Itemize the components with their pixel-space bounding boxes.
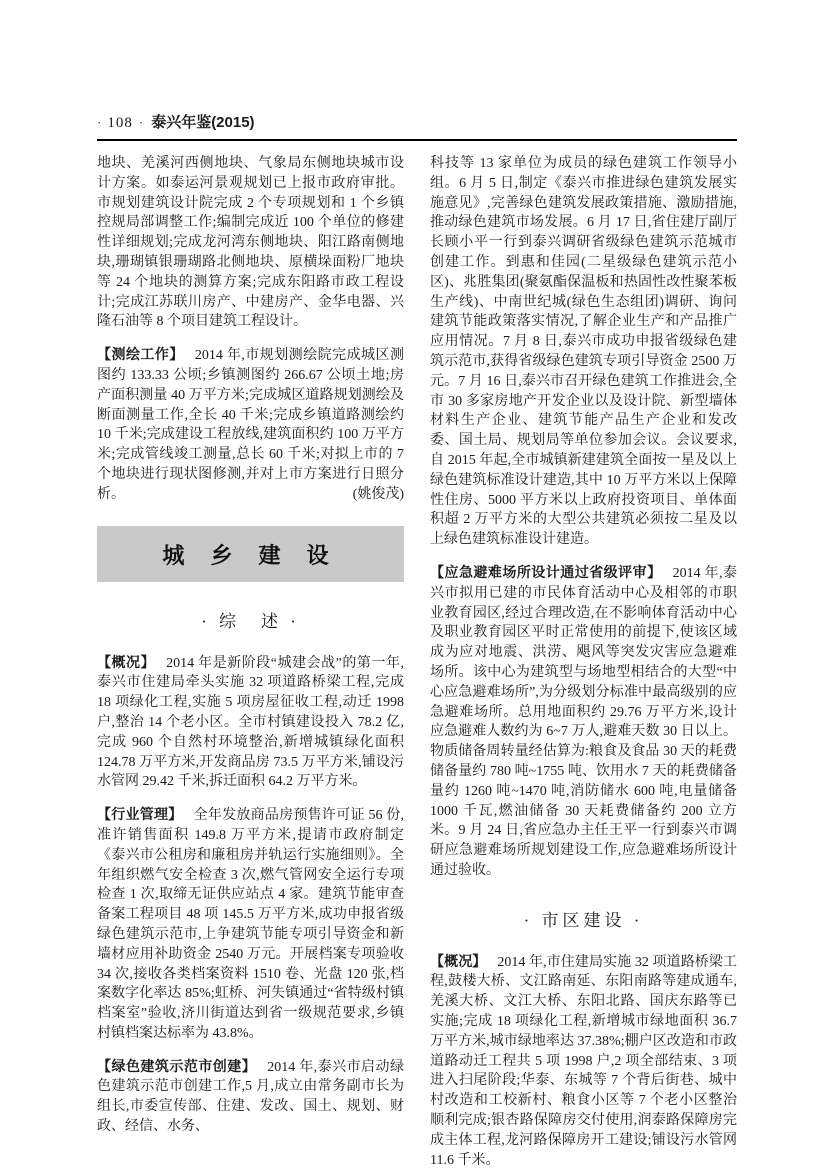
- header-dot-right: ·: [138, 115, 144, 130]
- header-dot-left: ·: [97, 115, 102, 130]
- entry-general-overview: [97, 653, 404, 793]
- chapter-title: 城 乡 建 设: [162, 542, 339, 568]
- right-column: [430, 154, 737, 1169]
- paragraph-text: 2014 年,泰兴市拟用已建的市民体育活动中心及相邻的市职业教育园区,经过合理改造,在不影响体育活动中心及职业教育园区平时正常使用的前提下,使该区域成为应对地震、洪涝、飓风等突发灾害应急避难场所。该中心为建筑型与场地型相结合的大型“中心应急避难场所”,为分级划分标准中最高级别的应急避难场所。总用地面积约 29.76 万平方米,设计应急避难人数约为 6~7 万人,避难天数 30 日以上。物质储备周转量经估算为:粮食及食品 30 天的耗费储备量约 780 吨~1755 吨、饮用水 7 天的耗费储备量约 1260 吨~1470 吨,消防储水 600 吨,电量储备 1000 千瓦,燃油储备 30 天耗费储备约 200 立方米。9 月 24 日,省应急办主任王平一行到泰兴市调研应急避难场所规划建设工作,应急避难场所设计通过验收。: [430, 565, 737, 878]
- running-header: [97, 114, 737, 132]
- paragraph-text: 2014 年,市规划测绘院完成城区测图约 133.33 公顷;乡镇测图约 266.67 公顷土地;房产面积测量 40 万平方米;完成城区道路规划测绘及断面测量工作,全长 40 千米;完成乡镇道路测绘约 10 千米;完成建设工程放线,建筑面积约 100 万平方米;完成管线竣工测量,总长 60 千米;对拟上市的 7 个地块进行现状图修测,并对上市方案进行日照分析。: [97, 348, 405, 502]
- entry-industry-management: [97, 805, 404, 1044]
- continuation-paragraph: [430, 154, 737, 550]
- paragraph-text: 地块、羌溪河西侧地块、气象局东侧地块城市设计方案。如泰运河景观规划已上报市政府审批。市规划建筑设计院完成 2 个专项规划和 1 个乡镇控规局部调整工作;编制完成近 100 个单位的修建性详细规划;完成龙河湾东侧地块、阳江路南侧地块,珊瑚镇银珊瑚路北侧地块、原横垛面粉厂地块等 24 个地块的测算方案;完成东阳路市政工程设计;完成江苏联川房产、中建房产、金华电器、兴隆石油等 8 个项目建筑工程设计。: [97, 156, 404, 330]
- continuation-paragraph: [97, 154, 404, 332]
- author-credit: (姚俊茂): [352, 486, 404, 502]
- entry-label-surveying: 【测绘工作】: [97, 346, 184, 363]
- paragraph-text: 2014 年,泰兴市启动绿色建筑示范市创建工作,5 月,成立由常务副市长为组长,市委宣传部、住建、发改、国土、规划、财政、经信、水务、: [97, 1059, 405, 1135]
- entry-surveying-work: [97, 345, 404, 504]
- page-number: 108: [107, 115, 133, 131]
- book-title: 泰兴年鉴(2015): [151, 114, 255, 131]
- section-heading-overview: · 综 述 ·: [201, 611, 300, 631]
- entry-green-building-demo-city: [97, 1057, 404, 1137]
- paragraph-text: 全年发放商品房预售许可证 56 份,准许销售面积 149.8 万平方米,提请市政府制定《泰兴市公租房和廉租房并轨运行实施细则》。全年组织燃气安全检查 3 次,燃气管网安全运行专项检查 1 次,取缔无证供应站点 4 家。建筑节能审查备案工程项目 48 项 145.5 万平方米,成功申报省级绿色建筑示范市,上争建筑节能专项引导资金和新墙材应用补助资金 2540 万元。开展档案专项验收 34 次,接收各类档案资料 1510 卷、光盘 120 张,档案数字化率达 85%;虹桥、河失镇通过“省特级村镇档案室”验收,济川街道达到省一级规范要求,乡镇村镇档案达标率为 43.8%。: [97, 808, 405, 1041]
- section-heading-urban-construction: · 市区建设 ·: [523, 910, 644, 930]
- entry-label-industry-management: 【行业管理】: [97, 806, 183, 823]
- paragraph-text: 2014 年是新阶段“城建会战”的第一年,泰兴市住建局牵头实施 32 项道路桥梁工程,完成 18 项绿化工程,实施 5 项房屋征收工程,动迁 1998 户,整治 14 个老小区。全市村镇建设投入 78.2 亿,完成 960 个自然村环境整治,新增城镇绿化面积 124.78 万平方米,开发商品房 73.5 万平方米,铺设污水管网 29.42 千米,拆迁面积 64.2 万平方米。: [97, 655, 405, 790]
- paragraph-text: 2014 年,市住建局实施 32 项道路桥梁工程,鼓楼大桥、文江路南延、东阳南路等建成通车,羌溪大桥、文江大桥、东阳北路、国庆东路等已实施;完成 18 项绿化工程,新增城市绿地面积 36.7 万平方米,城市绿地率达 37.38%;棚户区改造和市政道路动迁工程共 5 项 1998 户,2 项全部结束、3 项进入扫尾阶段;华泰、东城等 7 个背后街巷、城中村改造和工校新村、粮食小区等 7 个老小区整治顺利完成;银杏路保障房交付使用,润泰路保障房完成主体工程,龙河路保障房开工建设;铺设污水管网 11.6 千米。: [430, 954, 738, 1168]
- entry-label-emergency-shelter: 【应急避难场所设计通过省级评审】: [430, 563, 662, 580]
- entry-label-urban-overview: 【概况】: [430, 952, 487, 969]
- entry-label-green-building: 【绿色建筑示范市创建】: [97, 1057, 257, 1074]
- entry-emergency-shelter: [430, 563, 737, 881]
- entry-urban-overview: [430, 952, 737, 1169]
- entry-label-overview: 【概况】: [97, 653, 156, 670]
- two-column-body: [97, 154, 737, 1169]
- header-rule: [97, 139, 737, 141]
- chapter-title-box: [97, 526, 404, 582]
- left-column: [97, 154, 404, 1169]
- paragraph-text: 科技等 13 家单位为成员的绿色建筑工作领导小组。6 月 5 日,制定《泰兴市推进绿色建筑发展实施意见》,完善绿色建筑发展政策措施、激励措施,推动绿色建筑市场发展。6 月 17 日,省住建厅副厅长顾小平一行到泰兴调研省级绿色建筑示范城市创建工作。到惠和佳园(二星级绿色建筑示范小区)、兆胜集团(聚氨酯保温板和热固性改性聚苯板生产线)、中南世纪城(绿色生态组团)调研、询问建筑节能政策落实情况,了解企业生产和产品推广应用情况。7 月 8 日,泰兴市成功申报省级绿色建筑示范市,获得省级绿色建筑专项引导资金 2500 万元。7 月 16 日,泰兴市召开绿色建筑工作推进会,全市 30 多家房地产开发企业以及设计院、新型墙体材料生产企业、建筑节能产品生产企业和发改委、国土局、规划局等单位参加会议。会议要求,自 2015 年起,全市城镇新建建筑全面按一星及以上绿色建筑标准设计建造,其中 10 万平方米以上保障性住房、5000 平方米以上政府投资项目、单体面积超 2 万平方米的大型公共建筑必须按二星及以上绿色建筑标准设计建造。: [430, 156, 737, 548]
- page-content: [97, 114, 737, 1169]
